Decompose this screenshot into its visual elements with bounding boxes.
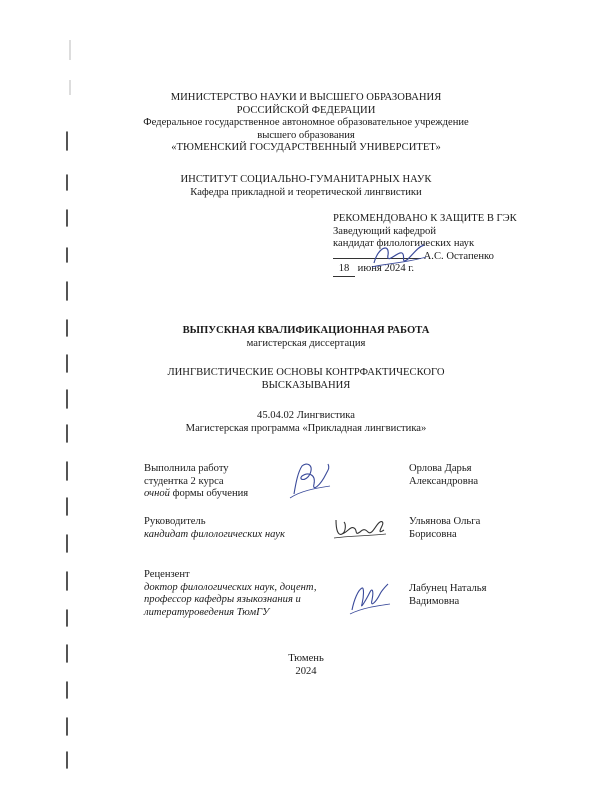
- approval-degree: кандидат филологических наук: [333, 238, 475, 250]
- author-signature: [288, 460, 332, 500]
- ministry-line2: РОССИЙСКОЙ ФЕДЕРАЦИИ: [236, 104, 376, 116]
- supervisor-name-block: [409, 516, 480, 541]
- reviewer-name-line2: Вадимовна: [409, 595, 460, 607]
- author-form-rest: формы обучения: [169, 488, 249, 500]
- supervisor-signature: [332, 516, 388, 542]
- reviewer-signature: [346, 580, 392, 616]
- reviewer-role-block: [144, 569, 316, 619]
- supervisor-role: Руководитель: [144, 516, 206, 527]
- footer-block: [0, 653, 612, 678]
- supervisor-role-block: [144, 516, 285, 541]
- author-role-line2: студентка 2 курса: [144, 475, 224, 487]
- department-name: Кафедра прикладной и теоретической лингвистики: [190, 186, 422, 198]
- institute-name: ИНСТИТУТ СОЦИАЛЬНО-ГУМАНИТАРНЫХ НАУК: [180, 174, 432, 185]
- author-name-line1: Орлова Дарья: [409, 463, 472, 474]
- ministry-line1: МИНИСТЕРСТВО НАУКИ И ВЫСШЕГО ОБРАЗОВАНИЯ: [170, 92, 442, 103]
- institution-type-line1: Федеральное государственное автономное образовательное учреждение: [143, 117, 469, 129]
- reviewer-name-block: [409, 583, 486, 608]
- program-name: Магистерская программа «Прикладная лингвистика»: [185, 422, 427, 434]
- work-subtype: магистерская диссертация: [246, 337, 366, 349]
- work-title-block: [0, 367, 612, 392]
- approval-date-rest: июня 2024 г.: [357, 263, 415, 275]
- institution-type-line2: высшего образования: [257, 129, 355, 141]
- author-role-block: [144, 463, 248, 501]
- approval-name: А.С. Остапенко: [423, 250, 494, 262]
- work-type: ВЫПУСКНАЯ КВАЛИФИКАЦИОННАЯ РАБОТА: [182, 325, 430, 336]
- approval-date-day: 18: [333, 263, 355, 277]
- institute-block: [0, 174, 612, 199]
- approval-title: РЕКОМЕНДОВАНО К ЗАЩИТЕ В ГЭК: [333, 213, 517, 224]
- program-code: 45.04.02 Лингвистика: [257, 410, 355, 421]
- reviewer-degree-line2: профессор кафедры языкознания и: [144, 594, 301, 606]
- author-name-line2: Александровна: [409, 475, 479, 487]
- reviewer-degree-line1: доктор филологических наук, доцент,: [144, 581, 317, 593]
- footer-year: 2024: [295, 665, 317, 677]
- supervisor-name-line2: Борисовна: [409, 528, 457, 540]
- author-form: [144, 488, 248, 501]
- reviewer-degree-line3: литературоведения ТюмГУ: [144, 606, 270, 618]
- work-title-line2: ВЫСКАЗЫВАНИЯ: [261, 379, 351, 391]
- work-title-line1: ЛИНГВИСТИЧЕСКИЕ ОСНОВЫ КОНТРФАКТИЧЕСКОГО: [167, 367, 445, 378]
- author-role-line1: Выполнила работу: [144, 463, 229, 474]
- header-block: [0, 92, 612, 155]
- footer-city: Тюмень: [288, 653, 324, 664]
- university-name: «ТЮМЕНСКИЙ ГОСУДАРСТВЕННЫЙ УНИВЕРСИТЕТ»: [171, 142, 441, 154]
- reviewer-name-line1: Лабунец Наталья: [409, 583, 487, 594]
- reviewer-role: Рецензент: [144, 569, 190, 580]
- head-signature: [368, 241, 428, 271]
- author-name-block: [409, 463, 478, 488]
- program-block: [0, 410, 612, 435]
- supervisor-name-line1: Ульянова Ольга: [409, 516, 481, 527]
- author-form-italic: очной: [144, 488, 170, 500]
- supervisor-degree: кандидат филологических наук: [144, 528, 285, 540]
- work-type-block: [0, 325, 612, 350]
- approval-position: Заведующий кафедрой: [333, 225, 437, 237]
